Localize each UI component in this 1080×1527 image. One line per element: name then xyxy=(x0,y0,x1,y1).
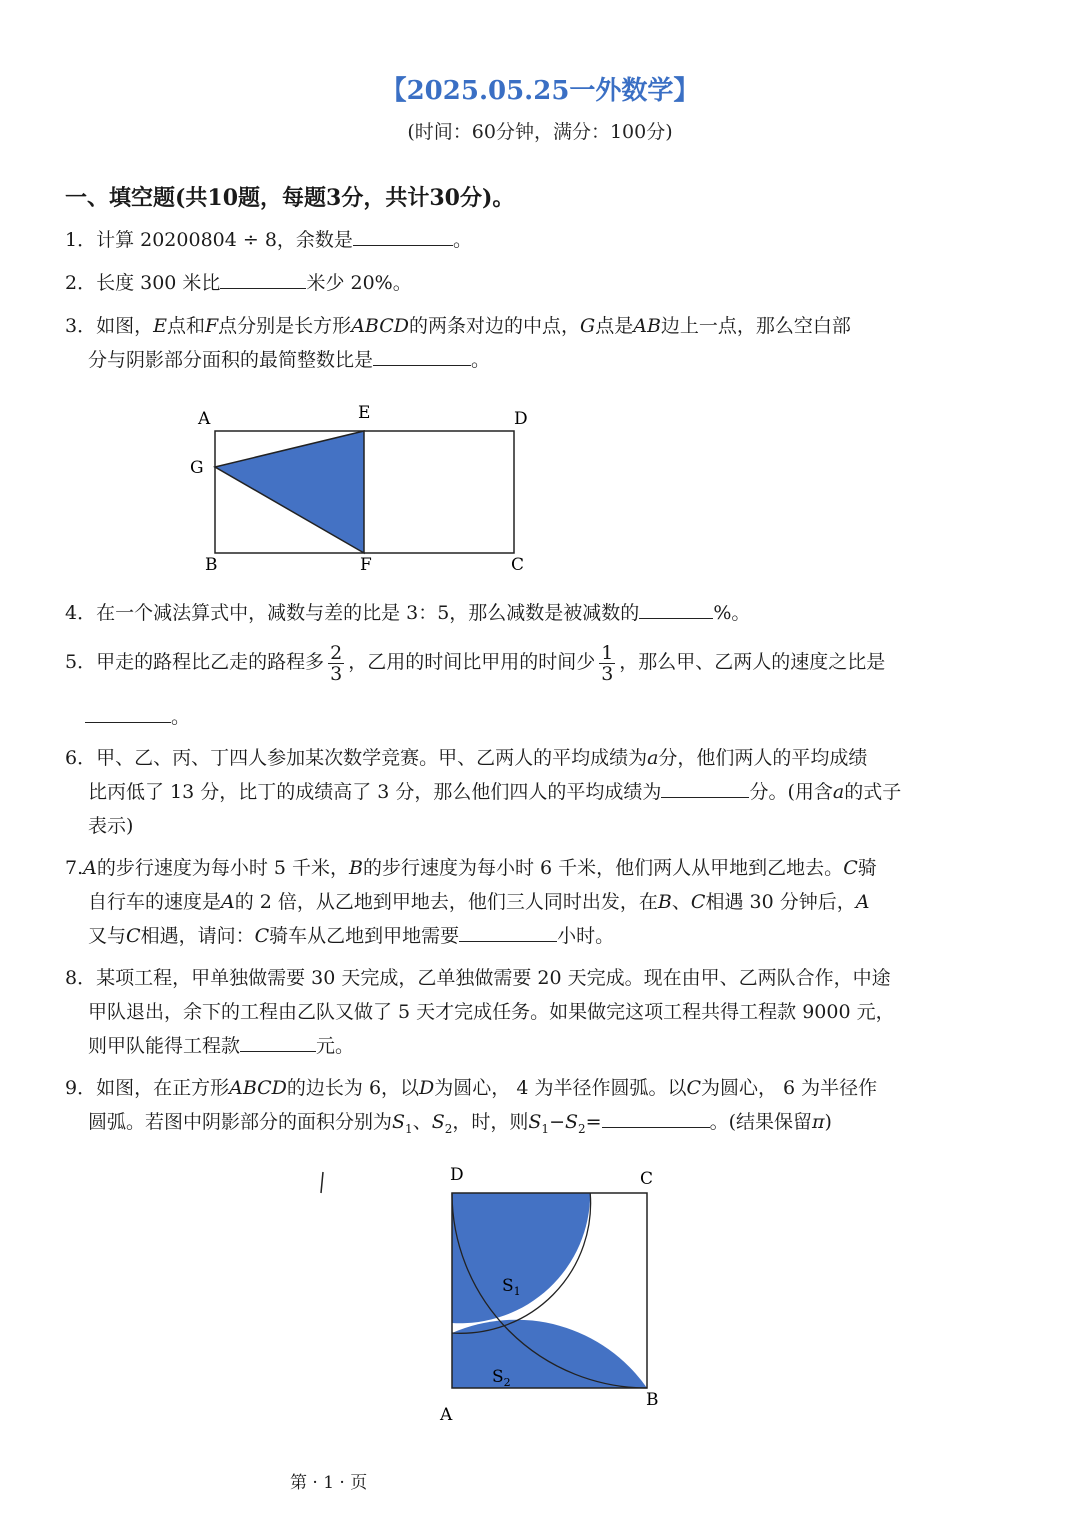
q4-blank xyxy=(639,596,713,619)
q5-text-a: 5．甲走的路程比乙走的路程多 xyxy=(65,651,325,673)
q8-post: 元。 xyxy=(316,1035,355,1057)
q9-line2a: 圆弧。若图中阴影部分的面积分别为 xyxy=(88,1111,393,1133)
q9-minus: − xyxy=(549,1111,565,1133)
q8-line3: 则甲队能得工程款 xyxy=(88,1035,241,1057)
question-4 xyxy=(65,596,1010,630)
label-c: C xyxy=(640,1169,654,1189)
q3-var-g: G xyxy=(580,315,596,337)
q8-line2: 甲队退出，余下的工程由乙队又做了 5 天才完成任务。如果做完这项工程共得工程款 9000 元， xyxy=(88,1001,895,1023)
label-a: A xyxy=(440,1405,453,1425)
q7-line3b: 相遇，请问： xyxy=(140,925,255,947)
question-3 xyxy=(65,309,1010,377)
q3-var-ab: AB xyxy=(633,315,661,337)
question-2 xyxy=(65,266,1010,300)
q9-sub2-a: 2 xyxy=(444,1121,453,1136)
q6-var-a: a xyxy=(647,747,659,769)
pen-mark xyxy=(316,1170,328,1196)
q7-num: 7. xyxy=(65,857,84,879)
label-s1-s: S xyxy=(502,1276,514,1296)
q3-line2: 分与阴影部分面积的最简整数比是 xyxy=(88,349,374,371)
q3-blank xyxy=(373,343,471,366)
q7-text-c: 的步行速度为每小时 6 千米，他们两人从甲地到乙地去。 xyxy=(363,857,844,879)
q9-s-b: S xyxy=(431,1111,445,1133)
q3-text-e: 点是 xyxy=(595,315,634,337)
q8-line1: 8．某项工程，甲单独做需要 30 天完成，乙单独做需要 20 天完成。现在由甲、乙两队合作，中途 xyxy=(65,967,891,989)
q1-post: 。 xyxy=(452,229,472,251)
q7-text-d: 骑 xyxy=(857,857,877,879)
label-s2-s: S xyxy=(492,1367,504,1387)
q9-sub2-b: 2 xyxy=(578,1121,586,1136)
q7-line2d: 相遇 30 分钟后， xyxy=(705,891,856,913)
q6-line3: 表示) xyxy=(88,815,134,837)
q9-var-c: C xyxy=(686,1077,701,1099)
label-b: B xyxy=(205,555,218,575)
q9-pi: π xyxy=(812,1111,825,1133)
q3-var-e: E xyxy=(153,315,167,337)
q3-post: 。 xyxy=(471,349,491,371)
question-6 xyxy=(65,741,1010,843)
q7-var-c3: C xyxy=(126,925,141,947)
question-8 xyxy=(65,961,1010,1063)
q9-line2b: ，时，则 xyxy=(452,1111,529,1133)
q5-frac1-num: 2 xyxy=(330,641,343,664)
q8-blank xyxy=(240,1029,316,1052)
page-title: 【2025.05.25一外数学】 xyxy=(380,76,700,106)
q7-line2a: 自行车的速度是 xyxy=(88,891,222,913)
q7-var-c4: C xyxy=(254,925,270,947)
q9-s-c: S xyxy=(528,1111,542,1133)
q5-frac2-den: 3 xyxy=(601,662,614,685)
q5-text-b: ，乙用的时间比甲用的时间少 xyxy=(348,651,596,673)
q3-text-f: 边上一点，那么空白部 xyxy=(660,315,851,337)
q7-var-a: A xyxy=(83,857,97,879)
q6-text-b: 分，他们两人的平均成绩 xyxy=(658,747,868,769)
q7-line2c: 、 xyxy=(671,891,691,913)
q6-text-a: 6．甲、乙、丙、丁四人参加某次数学竞赛。甲、乙两人的平均成绩为 xyxy=(65,747,648,769)
question-5 xyxy=(65,640,1010,684)
page-subtitle: (时间：60分钟，满分：100分) xyxy=(407,121,673,143)
label-s2-sub: 2 xyxy=(503,1376,511,1389)
q9-post: 。(结果保留 xyxy=(709,1111,812,1133)
q6-text-c: 分。(用含 xyxy=(749,781,833,803)
q9-text-d: 为圆心， 6 为半径作 xyxy=(701,1077,878,1099)
q7-var-c2: C xyxy=(690,891,706,913)
q9-text-b: 的边长为 6，以 xyxy=(286,1077,420,1099)
q5-fraction-2 xyxy=(599,643,615,684)
q7-text-b: 的步行速度为每小时 5 千米， xyxy=(96,857,350,879)
q5-frac2-num: 1 xyxy=(601,641,614,664)
label-d: D xyxy=(514,409,528,429)
label-s1-sub: 1 xyxy=(513,1285,521,1298)
question-7 xyxy=(65,851,1010,953)
q7-var-b2: B xyxy=(657,891,672,913)
q9-blank xyxy=(602,1105,710,1128)
q7-line3c: 骑车从乙地到甲地需要 xyxy=(269,925,460,947)
q9-var-abcd: ABCD xyxy=(229,1077,287,1099)
q4-text: 4．在一个减法算式中，减数与差的比是 3：5，那么减数是被减数的 xyxy=(65,602,640,624)
q7-var-a3: A xyxy=(855,891,870,913)
q9-sep: 、 xyxy=(412,1111,432,1133)
label-a: A xyxy=(198,409,211,429)
q3-text-a: 3．如图， xyxy=(65,315,154,337)
q3-text-c: 点分别是长方形 xyxy=(218,315,352,337)
label-e: E xyxy=(358,403,371,423)
q6-text-d: 的式子 xyxy=(844,781,902,803)
q1-text: 1．计算 20200804 ÷ 8，余数是 xyxy=(65,229,353,251)
q5-blank xyxy=(85,700,171,723)
q3-text-d: 的两条对边的中点， xyxy=(409,315,581,337)
q3-var-f: F xyxy=(204,315,219,337)
q3-var-abcd: ABCD xyxy=(351,315,409,337)
q5-frac1-den: 3 xyxy=(330,662,343,685)
q3-text-b: 点和 xyxy=(166,315,205,337)
q9-close: ) xyxy=(824,1111,832,1133)
section-heading: 一、填空题(共10题，每题3分，共计30分)。 xyxy=(65,185,515,211)
q7-var-a2: A xyxy=(221,891,235,913)
q7-blank xyxy=(459,919,557,942)
question-9 xyxy=(65,1071,1010,1146)
shaded-region-s2 xyxy=(452,1320,647,1388)
q7-var-b: B xyxy=(349,857,364,879)
q4-post: %。 xyxy=(713,602,751,624)
figure-square xyxy=(430,1158,670,1428)
q9-s-d: S xyxy=(564,1111,579,1133)
q6-blank xyxy=(661,775,749,798)
q9-var-d: D xyxy=(419,1077,435,1099)
label-b: B xyxy=(646,1390,659,1410)
q7-var-c: C xyxy=(843,857,858,879)
q9-sub1-b: 1 xyxy=(541,1121,550,1136)
question-1 xyxy=(65,223,1010,257)
q9-s-a: S xyxy=(392,1111,406,1133)
label-f: F xyxy=(360,555,372,575)
q9-eq: = xyxy=(585,1111,602,1133)
q9-sub1-a: 1 xyxy=(405,1121,413,1136)
q9-text-a: 9．如图，在正方形 xyxy=(65,1077,230,1099)
shaded-region-s1 xyxy=(452,1193,590,1323)
q7-post: 小时。 xyxy=(557,925,615,947)
q6-line2: 比丙低了 13 分，比丁的成绩高了 3 分，那么他们四人的平均成绩为 xyxy=(88,781,662,803)
q7-line2b: 的 2 倍，从乙地到甲地去，他们三人同时出发，在 xyxy=(234,891,658,913)
label-d: D xyxy=(450,1165,464,1185)
q2-text: 2．长度 300 米比 xyxy=(65,272,221,294)
figure-rectangle xyxy=(180,398,550,583)
q2-blank xyxy=(220,266,306,289)
q5-text-c: ，那么甲、乙两人的速度之比是 xyxy=(619,651,886,673)
q5-post: 。 xyxy=(171,706,191,728)
question-5-answer-line xyxy=(85,700,1030,734)
label-g: G xyxy=(190,458,204,478)
page-number: 第 · 1 · 页 xyxy=(290,1473,368,1493)
q1-blank xyxy=(353,223,453,246)
q7-line3a: 又与 xyxy=(88,925,127,947)
q9-text-c: 为圆心， 4 为半径作圆弧。以 xyxy=(434,1077,687,1099)
shaded-triangle xyxy=(215,431,364,553)
q6-var-a2: a xyxy=(832,781,845,803)
q5-fraction-1 xyxy=(328,643,344,684)
q2-post: 米少 20%。 xyxy=(306,272,412,294)
label-c: C xyxy=(511,555,525,575)
